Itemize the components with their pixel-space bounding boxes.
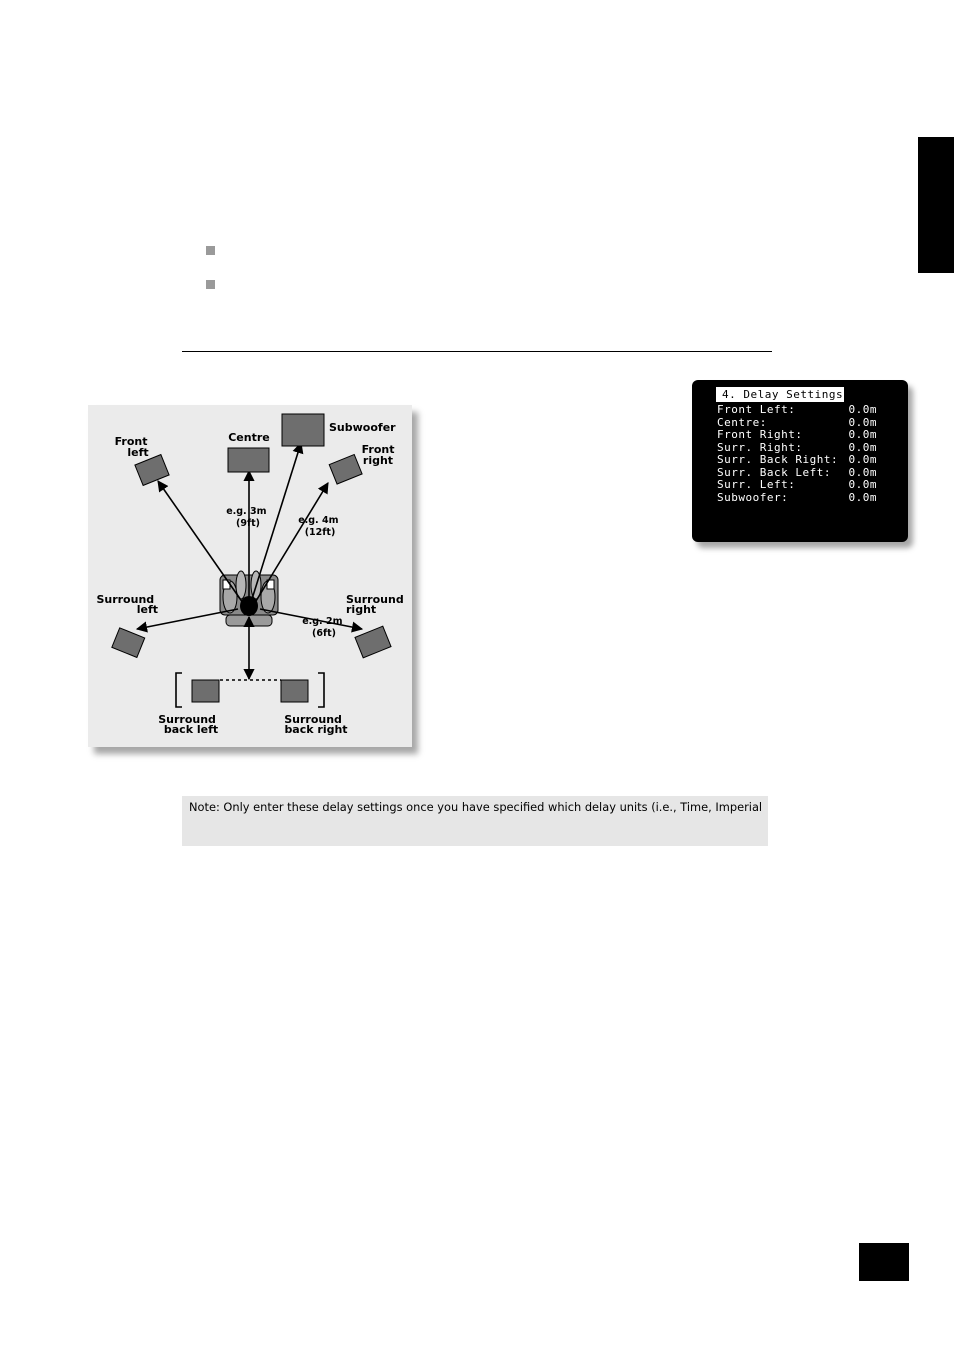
arrow-front-right	[256, 483, 328, 601]
osd-row-centre: Centre: 0.0m	[717, 416, 877, 429]
section-edge-tab	[918, 137, 954, 273]
speaker-layout-svg	[88, 405, 412, 747]
label-centre: Centre	[228, 431, 270, 444]
note-box: Note: Only enter these delay settings once you have specified which delay units (i.e., Time, Imperial	[182, 796, 768, 846]
delay-settings-osd	[692, 380, 908, 542]
label-front-right: Front right	[361, 443, 395, 467]
osd-row-surr-right: Surr. Right: 0.0m	[717, 441, 877, 454]
arrow-front-left	[158, 481, 243, 603]
label-surround-back-right: Surround back right	[284, 713, 348, 736]
bullet-icon	[206, 280, 215, 289]
label-front-left: Front left	[114, 435, 149, 459]
speaker-front-right	[329, 454, 362, 484]
osd-row-subwoofer: Subwoofer: 0.0m	[717, 491, 877, 504]
osd-row-surr-left: Surr. Left: 0.0m	[717, 478, 877, 491]
label-surround-left: Surround left	[96, 593, 158, 616]
label-surround-right: Surround right	[346, 593, 404, 616]
speaker-surround-back-left	[192, 680, 219, 702]
label-surround-back-left: Surround back left	[158, 713, 219, 736]
osd-title: 4. Delay Settings	[716, 387, 844, 402]
osd-row-front-left: Front Left: 0.0m	[717, 403, 877, 416]
speaker-surround-back-right	[281, 680, 308, 702]
listener-head	[240, 596, 258, 616]
label-subwoofer: Subwoofer	[329, 421, 396, 434]
osd-row-surr-back-left: Surr. Back Left: 0.0m	[717, 466, 877, 479]
speaker-layout-diagram	[88, 405, 412, 747]
speaker-front-left	[135, 455, 169, 486]
distance-front-right: e.g. 4m (12ft)	[298, 515, 339, 538]
speaker-surround-right	[355, 626, 391, 658]
distance-surround-right: e.g. 2m (6ft)	[302, 616, 343, 639]
speaker-centre	[228, 448, 269, 472]
distance-centre: e.g. 3m (9ft)	[226, 506, 267, 529]
page-number-tab	[859, 1243, 909, 1281]
osd-row-front-right: Front Right: 0.0m	[717, 428, 877, 441]
speaker-subwoofer	[282, 414, 324, 446]
section-divider	[182, 351, 772, 352]
osd-row-surr-back-right: Surr. Back Right: 0.0m	[717, 453, 877, 466]
bullet-icon	[206, 246, 215, 255]
speaker-surround-left	[112, 628, 145, 658]
